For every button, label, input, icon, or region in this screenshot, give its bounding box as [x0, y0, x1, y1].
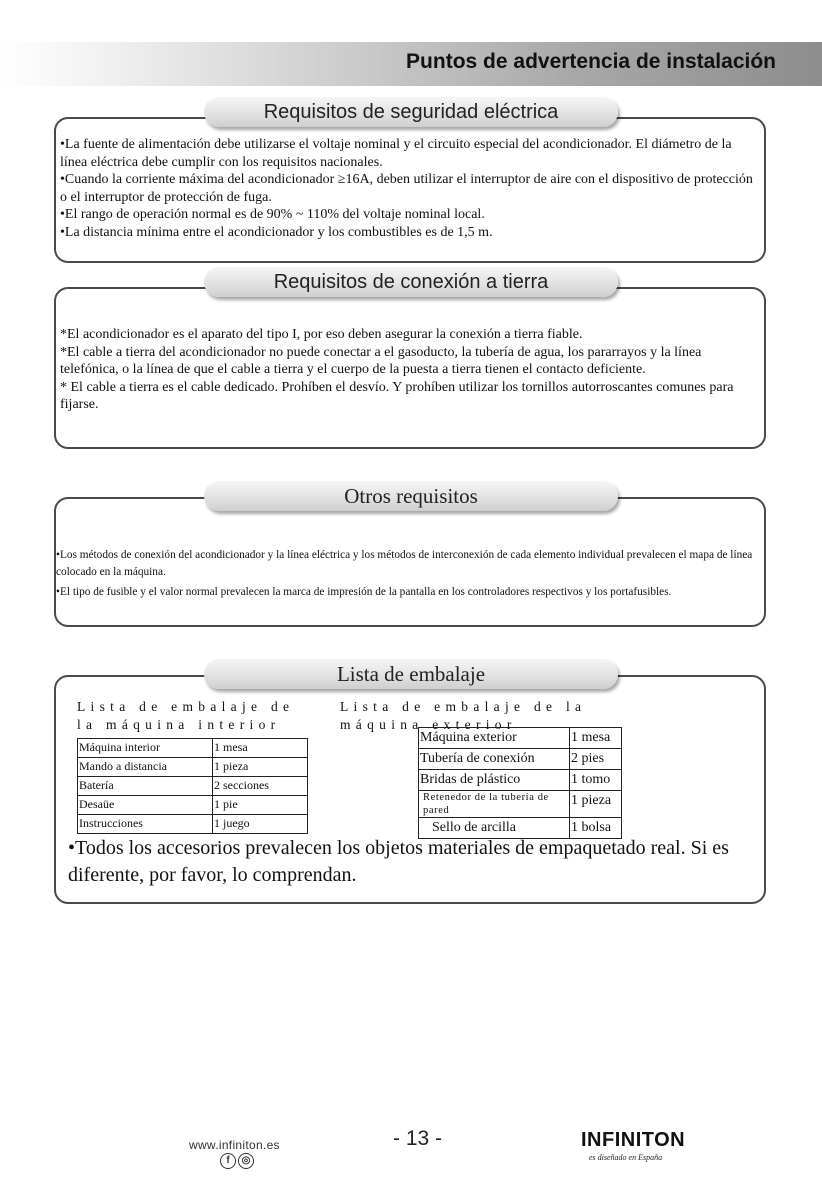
table-row: [78, 815, 308, 834]
grounding-heading: Requisitos de conexión a tierra: [204, 267, 618, 297]
electrical-safety-heading: Requisitos de seguridad eléctrica: [204, 97, 618, 127]
paragraph: •El tipo de fusible y el valor normal prevalecen la marca de impresión de la pantalla en los controladores respectivos y los portafusibles.: [56, 586, 672, 598]
electrical-safety-text: [60, 136, 762, 241]
table-row: [78, 777, 308, 796]
qty-cell: 1 pie: [213, 796, 308, 815]
other-requirements-section: [54, 497, 766, 627]
paragraph: •Los métodos de conexión del acondicionador y la línea eléctrica y los métodos de interconexión de cada elemento individual prevalecen el mapa de línea colocado en la máquina.: [56, 549, 753, 578]
electrical-safety-section: [54, 117, 766, 263]
item-cell: Máquina interior: [78, 739, 213, 758]
paragraph: *El acondicionador es el aparato del tipo I, por eso deben asegurar la conexión a tierra fiable.: [60, 327, 583, 342]
outdoor-packing-table: [418, 727, 622, 839]
qty-cell: 1 juego: [213, 815, 308, 834]
table-row: [78, 758, 308, 777]
paragraph: •La fuente de alimentación debe utilizarse el voltaje nominal y el circuito especial del acondicionador. El diámetro de la línea eléctrica debe cumplir con los requisitos nacionales.: [60, 137, 732, 170]
qty-cell: 1 pieza: [213, 758, 308, 777]
item-cell: Retenedor de la tubería de pared: [419, 791, 570, 818]
paragraph: * El cable a tierra es el cable dedicado. Prohíben el desvío. Y prohíben utilizar los tornillos autorroscantes comunes para fijarse.: [60, 379, 734, 412]
table-row: [419, 791, 622, 818]
qty-cell: 1 mesa: [570, 728, 622, 749]
grounding-section: [54, 287, 766, 449]
header-bar: [0, 42, 822, 86]
facebook-icon[interactable]: f: [220, 1153, 236, 1169]
item-cell: Batería: [78, 777, 213, 796]
qty-cell: 2 pies: [570, 749, 622, 770]
table-row: [419, 749, 622, 770]
brand-tagline: es diseñado en España: [589, 1153, 663, 1162]
table-row: [78, 739, 308, 758]
other-requirements-heading: Otros requisitos: [204, 481, 618, 511]
item-cell: Sello de arcilla: [419, 818, 570, 839]
outdoor-list-heading: Lista de embalaje de la máquina exterior: [340, 699, 587, 732]
table-row: [78, 796, 308, 815]
indoor-packing-table: [77, 738, 308, 834]
table-row: [419, 728, 622, 749]
indoor-list-heading: Lista de embalaje de la máquina interior: [77, 699, 295, 732]
item-cell: Bridas de plástico: [419, 770, 570, 791]
item-cell: Mando a distancia: [78, 758, 213, 777]
paragraph: •La distancia mínima entre el acondicionador y los combustibles es de 1,5 m.: [60, 224, 493, 240]
qty-cell: 1 bolsa: [570, 818, 622, 839]
packing-list-heading: Lista de embalaje: [204, 659, 618, 689]
item-cell: Desaüe: [78, 796, 213, 815]
website-link[interactable]: www.infiniton.es: [189, 1138, 280, 1152]
page-title: Puntos de advertencia de instalación: [406, 50, 776, 73]
item-cell: Instrucciones: [78, 815, 213, 834]
brand-logo: INFINITON: [581, 1129, 686, 1151]
page-number: - 13 -: [393, 1127, 443, 1150]
packing-list-section: [54, 675, 766, 904]
qty-cell: 2 secciones: [213, 777, 308, 796]
item-cell: Máquina exterior: [419, 728, 570, 749]
instagram-icon[interactable]: ◎: [238, 1153, 254, 1169]
item-cell: Tubería de conexión: [419, 749, 570, 770]
paragraph: *El cable a tierra del acondicionador no puede conectar a el gasoducto, la tubería de agua, los pararrayos y la línea telefónica, o la línea de que el cable a tierra y el cuerpo de la puesta a tierra tienen el contacto deficiente.: [60, 344, 702, 377]
paragraph: •El rango de operación normal es de 90% ~ 110% del voltaje nominal local.: [60, 207, 485, 222]
other-requirements-text: [56, 547, 764, 601]
grounding-text: [60, 326, 762, 414]
packing-note: •Todos los accesorios prevalecen los objetos materiales de empaquetado real. Si es diferente, por favor, lo comprendan.: [68, 837, 729, 886]
paragraph: •Cuando la corriente máxima del acondicionador ≥16A, deben utilizar el interruptor de aire con el dispositivo de protección o el interruptor de protección de fuga.: [60, 172, 753, 205]
table-row: [419, 770, 622, 791]
qty-cell: 1 tomo: [570, 770, 622, 791]
qty-cell: 1 mesa: [213, 739, 308, 758]
qty-cell: 1 pieza: [570, 791, 622, 818]
